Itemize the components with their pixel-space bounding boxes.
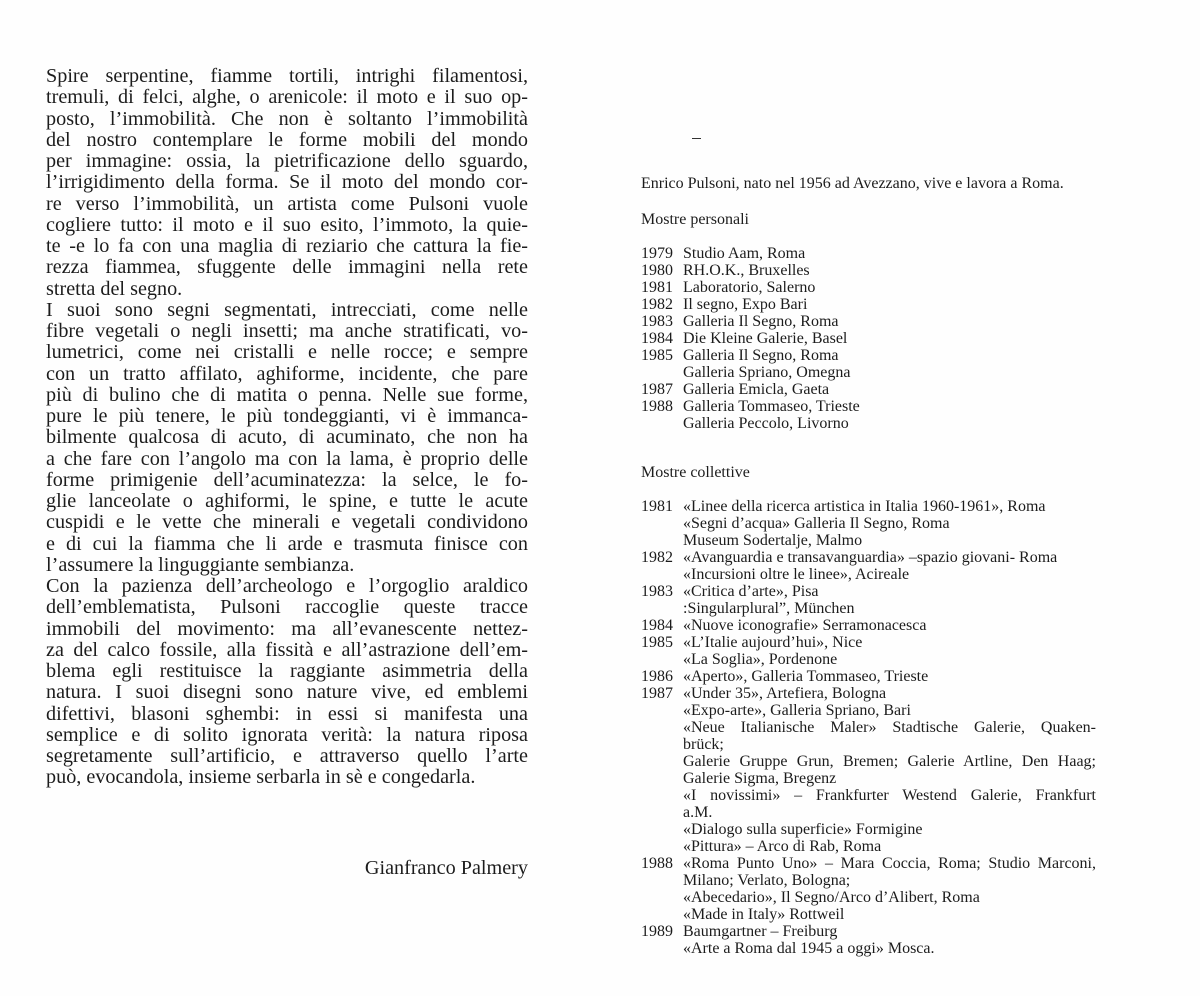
exhibition-year: 1986 xyxy=(641,668,673,685)
essay-line: tremuli, di felci, alghe, o arenicole: il moto e il suo op- xyxy=(46,86,528,109)
exhibition-details xyxy=(683,347,1096,381)
essay-line: rezza fiammea, sfuggente delle immagini nella rete xyxy=(46,256,528,279)
exhibition-year: 1987 xyxy=(641,381,673,398)
essay-line: immobili del movimento: ma all’evanescente nettez- xyxy=(46,617,528,640)
exhibition-line: Galerie Sigma, Bregenz xyxy=(683,770,837,787)
exhibition-details xyxy=(683,923,1096,957)
essay-line: dell’emblematista, Pulsoni raccoglie queste tracce xyxy=(46,596,528,619)
group-exhibitions-list xyxy=(641,498,1096,957)
exhibition-entry xyxy=(641,279,1096,296)
essay-line: cuspidi e le vette che minerali e vegetali condividono xyxy=(46,511,528,534)
exhibition-entry xyxy=(641,685,1096,855)
exhibition-year: 1987 xyxy=(641,685,673,702)
exhibition-details xyxy=(683,617,1096,634)
exhibition-year: 1983 xyxy=(641,313,673,330)
exhibition-line: Galleria Emicla, Gaeta xyxy=(683,381,830,398)
essay-line: del nostro contemplare le forme mobili del mondo xyxy=(46,128,528,151)
exhibition-details xyxy=(683,549,1096,583)
exhibition-line: «Expo-arte», Galleria Spriano, Bari xyxy=(683,702,911,719)
exhibition-entry xyxy=(641,262,1096,279)
exhibition-entry xyxy=(641,398,1096,432)
exhibition-details xyxy=(683,685,1096,855)
exhibition-line: a.M. xyxy=(683,804,713,821)
exhibition-line: «Segni d’acqua» Galleria Il Segno, Roma xyxy=(683,515,950,532)
decorative-dash xyxy=(692,138,701,139)
exhibition-line: «Made in Italy» Rottweil xyxy=(683,906,845,923)
artist-biography xyxy=(641,175,1096,957)
essay-line: con un tratto affilato, aghiforme, incidente, che pare xyxy=(46,362,528,385)
exhibition-line: «Pittura» – Arco di Rab, Roma xyxy=(683,838,882,855)
solo-exhibitions-heading: Mostre personali xyxy=(641,211,749,228)
group-exhibitions-heading: Mostre collettive xyxy=(641,464,750,481)
essay-line: semplice e di solito ignorata verità: la natura riposa xyxy=(46,723,528,746)
exhibition-year: 1984 xyxy=(641,617,673,634)
essay-line: re verso l’immobilità, un artista come Pulsoni vuole xyxy=(46,192,528,215)
exhibition-year: 1988 xyxy=(641,398,673,415)
exhibition-line: Studio Aam, Roma xyxy=(683,245,806,262)
exhibition-year: 1985 xyxy=(641,634,673,651)
essay-line: natura. I suoi disegni sono nature vive, ed emblemi xyxy=(46,681,528,704)
essay-line: lumetrici, come nei cristalli e nelle rocce; e sempre xyxy=(46,341,528,364)
exhibition-entry xyxy=(641,381,1096,398)
exhibition-line: «Under 35», Artefiera, Bologna xyxy=(683,685,887,702)
essay-line: posto, l’immobilità. Che non è soltanto l’immobilità xyxy=(46,107,528,130)
exhibition-details xyxy=(683,245,1096,262)
exhibition-line: «Aperto», Galleria Tommaseo, Trieste xyxy=(683,668,929,685)
essay-line: blema egli restituisce la raggiante asimmetria della xyxy=(46,660,528,682)
exhibition-line: «Abecedario», Il Segno/Arco d’Alibert, Roma xyxy=(683,889,980,906)
exhibition-year: 1981 xyxy=(641,498,673,515)
exhibition-line: «La Soglia», Pordenone xyxy=(683,651,838,668)
exhibition-details xyxy=(683,668,1096,685)
exhibition-entry xyxy=(641,245,1096,262)
exhibition-year: 1989 xyxy=(641,923,673,940)
exhibition-details xyxy=(683,296,1096,313)
exhibition-line: Galleria Il Segno, Roma xyxy=(683,313,839,330)
essay-line: bilmente qualcosa di acuto, di acuminato, che non ha xyxy=(46,426,528,449)
exhibition-year: 1982 xyxy=(641,296,673,313)
exhibition-year: 1982 xyxy=(641,549,673,566)
essay-line: cogliere tutto: il moto e il suo esito, l’immoto, la quie- xyxy=(46,213,528,236)
exhibition-details xyxy=(683,262,1096,279)
essay-line: può, evocandola, insieme serbarla in sè e congedarla. xyxy=(46,766,476,789)
exhibition-details xyxy=(683,313,1096,330)
essay-line: pure le più tenere, le più tondeggianti, vi è immanca- xyxy=(46,405,528,427)
essay-line: a che fare con l’angolo ma con la lama, è proprio delle xyxy=(46,447,528,470)
exhibition-details xyxy=(683,279,1096,296)
exhibition-details xyxy=(683,330,1096,347)
exhibition-line: Baumgartner – Freiburg xyxy=(683,923,838,940)
exhibition-entry xyxy=(641,583,1096,617)
exhibition-year: 1988 xyxy=(641,855,673,872)
essay-line: Spire serpentine, fiamme tortili, intrighi filamentosi, xyxy=(46,65,528,87)
exhibition-entry xyxy=(641,855,1096,923)
bio-text: Enrico Pulsoni, nato nel 1956 ad Avezzano, vive e lavora a Roma. xyxy=(641,175,1064,192)
exhibition-line: «Neue Italianische Maler» Stadtische Galerie, Quaken- xyxy=(683,719,1096,736)
exhibition-line: Galleria Il Segno, Roma xyxy=(683,347,839,364)
essay-text xyxy=(46,66,528,789)
essay-line: te -e lo fa con una maglia di reziario che cattura la fie- xyxy=(46,235,528,257)
exhibition-line: «Incursioni oltre le linee», Acireale xyxy=(683,566,910,583)
essay-line: l’irrigidimento della forma. Se il moto del mondo cor- xyxy=(46,171,528,194)
exhibition-details xyxy=(683,498,1096,549)
exhibition-entry xyxy=(641,330,1096,347)
exhibition-entry xyxy=(641,549,1096,583)
exhibition-year: 1980 xyxy=(641,262,673,279)
exhibition-entry xyxy=(641,296,1096,313)
exhibition-line: «L’Italie aujourd’hui», Nice xyxy=(683,634,863,651)
exhibition-details xyxy=(683,381,1096,398)
exhibition-entry xyxy=(641,313,1096,330)
essay-line: più di bulino che di matita o penna. Nelle sue forme, xyxy=(46,383,528,406)
exhibition-entry xyxy=(641,634,1096,668)
exhibition-line: Il segno, Expo Bari xyxy=(683,296,808,313)
exhibition-line: :Singularplural”, München xyxy=(683,600,855,617)
exhibition-line: «Roma Punto Uno» – Mara Coccia, Roma; Studio Marconi, xyxy=(683,855,1096,872)
exhibition-line: Galleria Peccolo, Livorno xyxy=(683,415,849,432)
exhibition-line: Museum Sodertalje, Malmo xyxy=(683,532,863,549)
exhibition-entry xyxy=(641,617,1096,634)
exhibition-year: 1979 xyxy=(641,245,673,262)
exhibition-line: brück; xyxy=(683,736,724,753)
exhibition-line: «Dialogo sulla superficie» Formigine xyxy=(683,821,923,838)
exhibition-line: Galleria Tommaseo, Trieste xyxy=(683,398,860,415)
exhibition-entry xyxy=(641,923,1096,957)
exhibition-line: «Arte a Roma dal 1945 a oggi» Mosca. xyxy=(683,940,935,957)
exhibition-year: 1981 xyxy=(641,279,673,296)
exhibition-entry xyxy=(641,668,1096,685)
exhibition-entry xyxy=(641,347,1096,381)
exhibition-line: «Linee della ricerca artistica in Italia 1960-1961», Roma xyxy=(683,498,1046,515)
exhibition-line: «I novissimi» – Frankfurter Westend Galerie, Frankfurt xyxy=(683,787,1096,804)
exhibition-line: RH.O.K., Bruxelles xyxy=(683,262,810,279)
exhibition-line: «Nuove iconografie» Serramonacesca xyxy=(683,617,927,634)
exhibition-line: Galleria Spriano, Omegna xyxy=(683,364,851,381)
exhibition-line: Die Kleine Galerie, Basel xyxy=(683,330,848,347)
exhibition-line: Galerie Gruppe Grun, Bremen; Galerie Artline, Den Haag; xyxy=(683,753,1096,770)
exhibition-line: «Critica d’arte», Pisa xyxy=(683,583,819,600)
essay-line: e di cui la fiamma che li arde e trasmuta finisce con xyxy=(46,532,528,555)
essay-line: fibre vegetali o negli insetti; ma anche stratificati, vo- xyxy=(46,320,528,342)
essay-line: za del calco fossile, alla fissità e all’astrazione dell’em- xyxy=(46,638,528,661)
solo-exhibitions-list xyxy=(641,245,1096,432)
exhibition-year: 1985 xyxy=(641,347,673,364)
essay-author: Gianfranco Palmery xyxy=(364,857,528,879)
exhibition-details xyxy=(683,855,1096,923)
essay-line: glie lanceolate o aghiformi, le spine, e tutte le acute xyxy=(46,490,528,512)
essay-line: stretta del segno. xyxy=(46,277,183,300)
exhibition-details xyxy=(683,634,1096,668)
exhibition-line: Laboratorio, Salerno xyxy=(683,279,816,296)
exhibition-line: Milano; Verlato, Bologna; xyxy=(683,872,851,889)
essay-line: forme primigenie dell’acuminatezza: la selce, le fo- xyxy=(46,468,528,491)
essay-line: difettivi, blasoni sghembi: in essi si manifesta una xyxy=(46,702,528,725)
essay-line: Con la pazienza dell’archeologo e l’orgoglio araldico xyxy=(46,575,528,597)
exhibition-details xyxy=(683,398,1096,432)
exhibition-year: 1984 xyxy=(641,330,673,347)
exhibition-details xyxy=(683,583,1096,617)
exhibition-entry xyxy=(641,498,1096,549)
essay-line: l’assumere la linguggiante sembianza. xyxy=(46,553,355,576)
essay-line: I suoi sono segni segmentati, intrecciati, come nelle xyxy=(46,298,528,321)
essay-line: per immagine: ossia, la pietrificazione dello sguardo, xyxy=(46,150,528,172)
essay-line: segretamente sull’artificio, e attraverso quello l’arte xyxy=(46,745,528,767)
exhibition-year: 1983 xyxy=(641,583,673,600)
exhibition-line: «Avanguardia e transavanguardia» –spazio giovani- Roma xyxy=(683,549,1058,566)
